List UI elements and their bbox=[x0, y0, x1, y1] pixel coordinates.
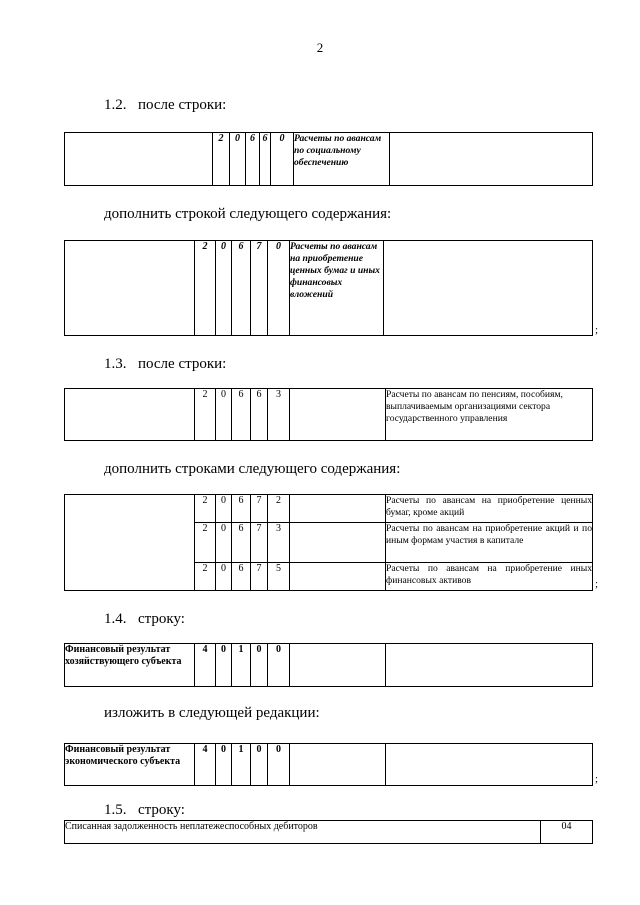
code-digit: 0 bbox=[216, 744, 232, 786]
code-digit: 7 bbox=[251, 523, 268, 563]
empty-cell bbox=[290, 644, 386, 687]
code-digit: 6 bbox=[232, 523, 251, 563]
code-digit: 1 bbox=[232, 644, 251, 687]
table-1-2-new bbox=[64, 240, 593, 336]
row-label: Финансовый результат экономического субъекта bbox=[65, 744, 195, 786]
code-digit: 5 bbox=[268, 563, 290, 591]
instruction-text: изложить в следующей редакции: bbox=[104, 705, 320, 721]
code-digit: 7 bbox=[251, 241, 268, 336]
empty-cell bbox=[290, 389, 386, 441]
semicolon: ; bbox=[595, 578, 599, 590]
code-digit: 0 bbox=[216, 563, 232, 591]
empty-cell bbox=[290, 495, 386, 523]
empty-cell bbox=[390, 133, 593, 186]
section-heading-1-5 bbox=[104, 802, 185, 819]
page-number: 2 bbox=[316, 40, 324, 55]
code-digit: 2 bbox=[195, 495, 216, 523]
code-digit: 4 bbox=[195, 744, 216, 786]
code-digit: 0 bbox=[268, 744, 290, 786]
code-digit: 6 bbox=[232, 563, 251, 591]
empty-cell bbox=[386, 744, 593, 786]
section-heading-text: после строки: bbox=[138, 356, 227, 372]
section-heading-1-2 bbox=[104, 97, 226, 114]
row-label: Списанная задолженность неплатежеспособных дебиторов bbox=[65, 821, 541, 844]
code-digit: 2 bbox=[213, 133, 230, 186]
code-digit: 1 bbox=[232, 744, 251, 786]
table-1-2-original bbox=[64, 132, 593, 186]
code-digit: 2 bbox=[195, 523, 216, 563]
empty-cell bbox=[384, 241, 593, 336]
empty-cell bbox=[65, 389, 195, 441]
section-number: 1.5. bbox=[104, 802, 127, 818]
code-digit: 6 bbox=[232, 389, 251, 441]
code-digit: 6 bbox=[232, 241, 251, 336]
code-digit: 0 bbox=[268, 644, 290, 687]
table-row bbox=[65, 495, 593, 523]
table-1-3-original bbox=[64, 388, 593, 441]
table-1-5-original bbox=[64, 820, 593, 844]
table-1-4-new bbox=[64, 743, 593, 786]
row-description: Расчеты по авансам на приобретение ценных бумаг и иных финансовых вложений bbox=[290, 241, 384, 336]
empty-cell bbox=[386, 644, 593, 687]
code-digit: 7 bbox=[251, 495, 268, 523]
semicolon: ; bbox=[595, 773, 599, 785]
row-description: Расчеты по авансам на приобретение иных финансовых активов bbox=[386, 563, 593, 591]
code-digit: 0 bbox=[271, 133, 294, 186]
table-row bbox=[65, 133, 593, 186]
code-digit: 0 bbox=[251, 744, 268, 786]
table-row bbox=[65, 389, 593, 441]
table-row bbox=[65, 241, 593, 336]
code-digit: 0 bbox=[216, 495, 232, 523]
code-digit: 3 bbox=[268, 389, 290, 441]
code-digit: 6 bbox=[232, 495, 251, 523]
instruction-text: дополнить строкой следующего содержания: bbox=[104, 206, 392, 222]
code-digit: 0 bbox=[216, 241, 232, 336]
empty-cell bbox=[290, 744, 386, 786]
code-digit: 4 bbox=[195, 644, 216, 687]
code-digit: 2 bbox=[268, 495, 290, 523]
section-heading-text: строку: bbox=[138, 611, 185, 627]
code-digit: 0 bbox=[230, 133, 246, 186]
code-digit: 0 bbox=[216, 523, 232, 563]
table-row bbox=[65, 644, 593, 687]
code-digit: 6 bbox=[251, 389, 268, 441]
code-digit: 3 bbox=[268, 523, 290, 563]
row-description: Расчеты по авансам на приобретение акций и по иным формам участия в капитале bbox=[386, 523, 593, 563]
empty-cell bbox=[290, 563, 386, 591]
table-row bbox=[65, 821, 593, 844]
code-digit: 0 bbox=[251, 644, 268, 687]
code-digit: 2 bbox=[195, 241, 216, 336]
semicolon: ; bbox=[595, 324, 599, 336]
row-description: Расчеты по авансам по социальному обеспечению bbox=[294, 133, 390, 186]
section-number: 1.3. bbox=[104, 356, 127, 372]
code-digit: 0 bbox=[268, 241, 290, 336]
empty-cell bbox=[65, 495, 195, 591]
section-number: 1.2. bbox=[104, 97, 127, 113]
section-heading-text: после строки: bbox=[138, 97, 227, 113]
section-number: 1.4. bbox=[104, 611, 127, 627]
section-heading-1-4 bbox=[104, 611, 185, 628]
code-digit: 2 bbox=[195, 563, 216, 591]
code-digit: 2 bbox=[195, 389, 216, 441]
empty-cell bbox=[290, 523, 386, 563]
row-code: 04 bbox=[541, 821, 593, 844]
empty-cell bbox=[65, 133, 213, 186]
code-digit: 0 bbox=[216, 389, 232, 441]
section-heading-1-3 bbox=[104, 356, 226, 373]
section-heading-text: строку: bbox=[138, 802, 185, 818]
empty-cell bbox=[65, 241, 195, 336]
table-1-3-new bbox=[64, 494, 593, 591]
table-1-4-original bbox=[64, 643, 593, 687]
code-digit: 0 bbox=[216, 644, 232, 687]
row-description: Расчеты по авансам по пенсиям, пособиям, выплачиваемым организациями сектора государственного управления bbox=[386, 389, 593, 441]
row-description: Расчеты по авансам на приобретение ценных бумаг, кроме акций bbox=[386, 495, 593, 523]
instruction-text: дополнить строками следующего содержания: bbox=[104, 461, 401, 477]
code-digit: 6 bbox=[260, 133, 271, 186]
code-digit: 6 bbox=[246, 133, 260, 186]
table-row bbox=[65, 744, 593, 786]
row-label: Финансовый результат хозяйствующего субъекта bbox=[65, 644, 195, 687]
code-digit: 7 bbox=[251, 563, 268, 591]
